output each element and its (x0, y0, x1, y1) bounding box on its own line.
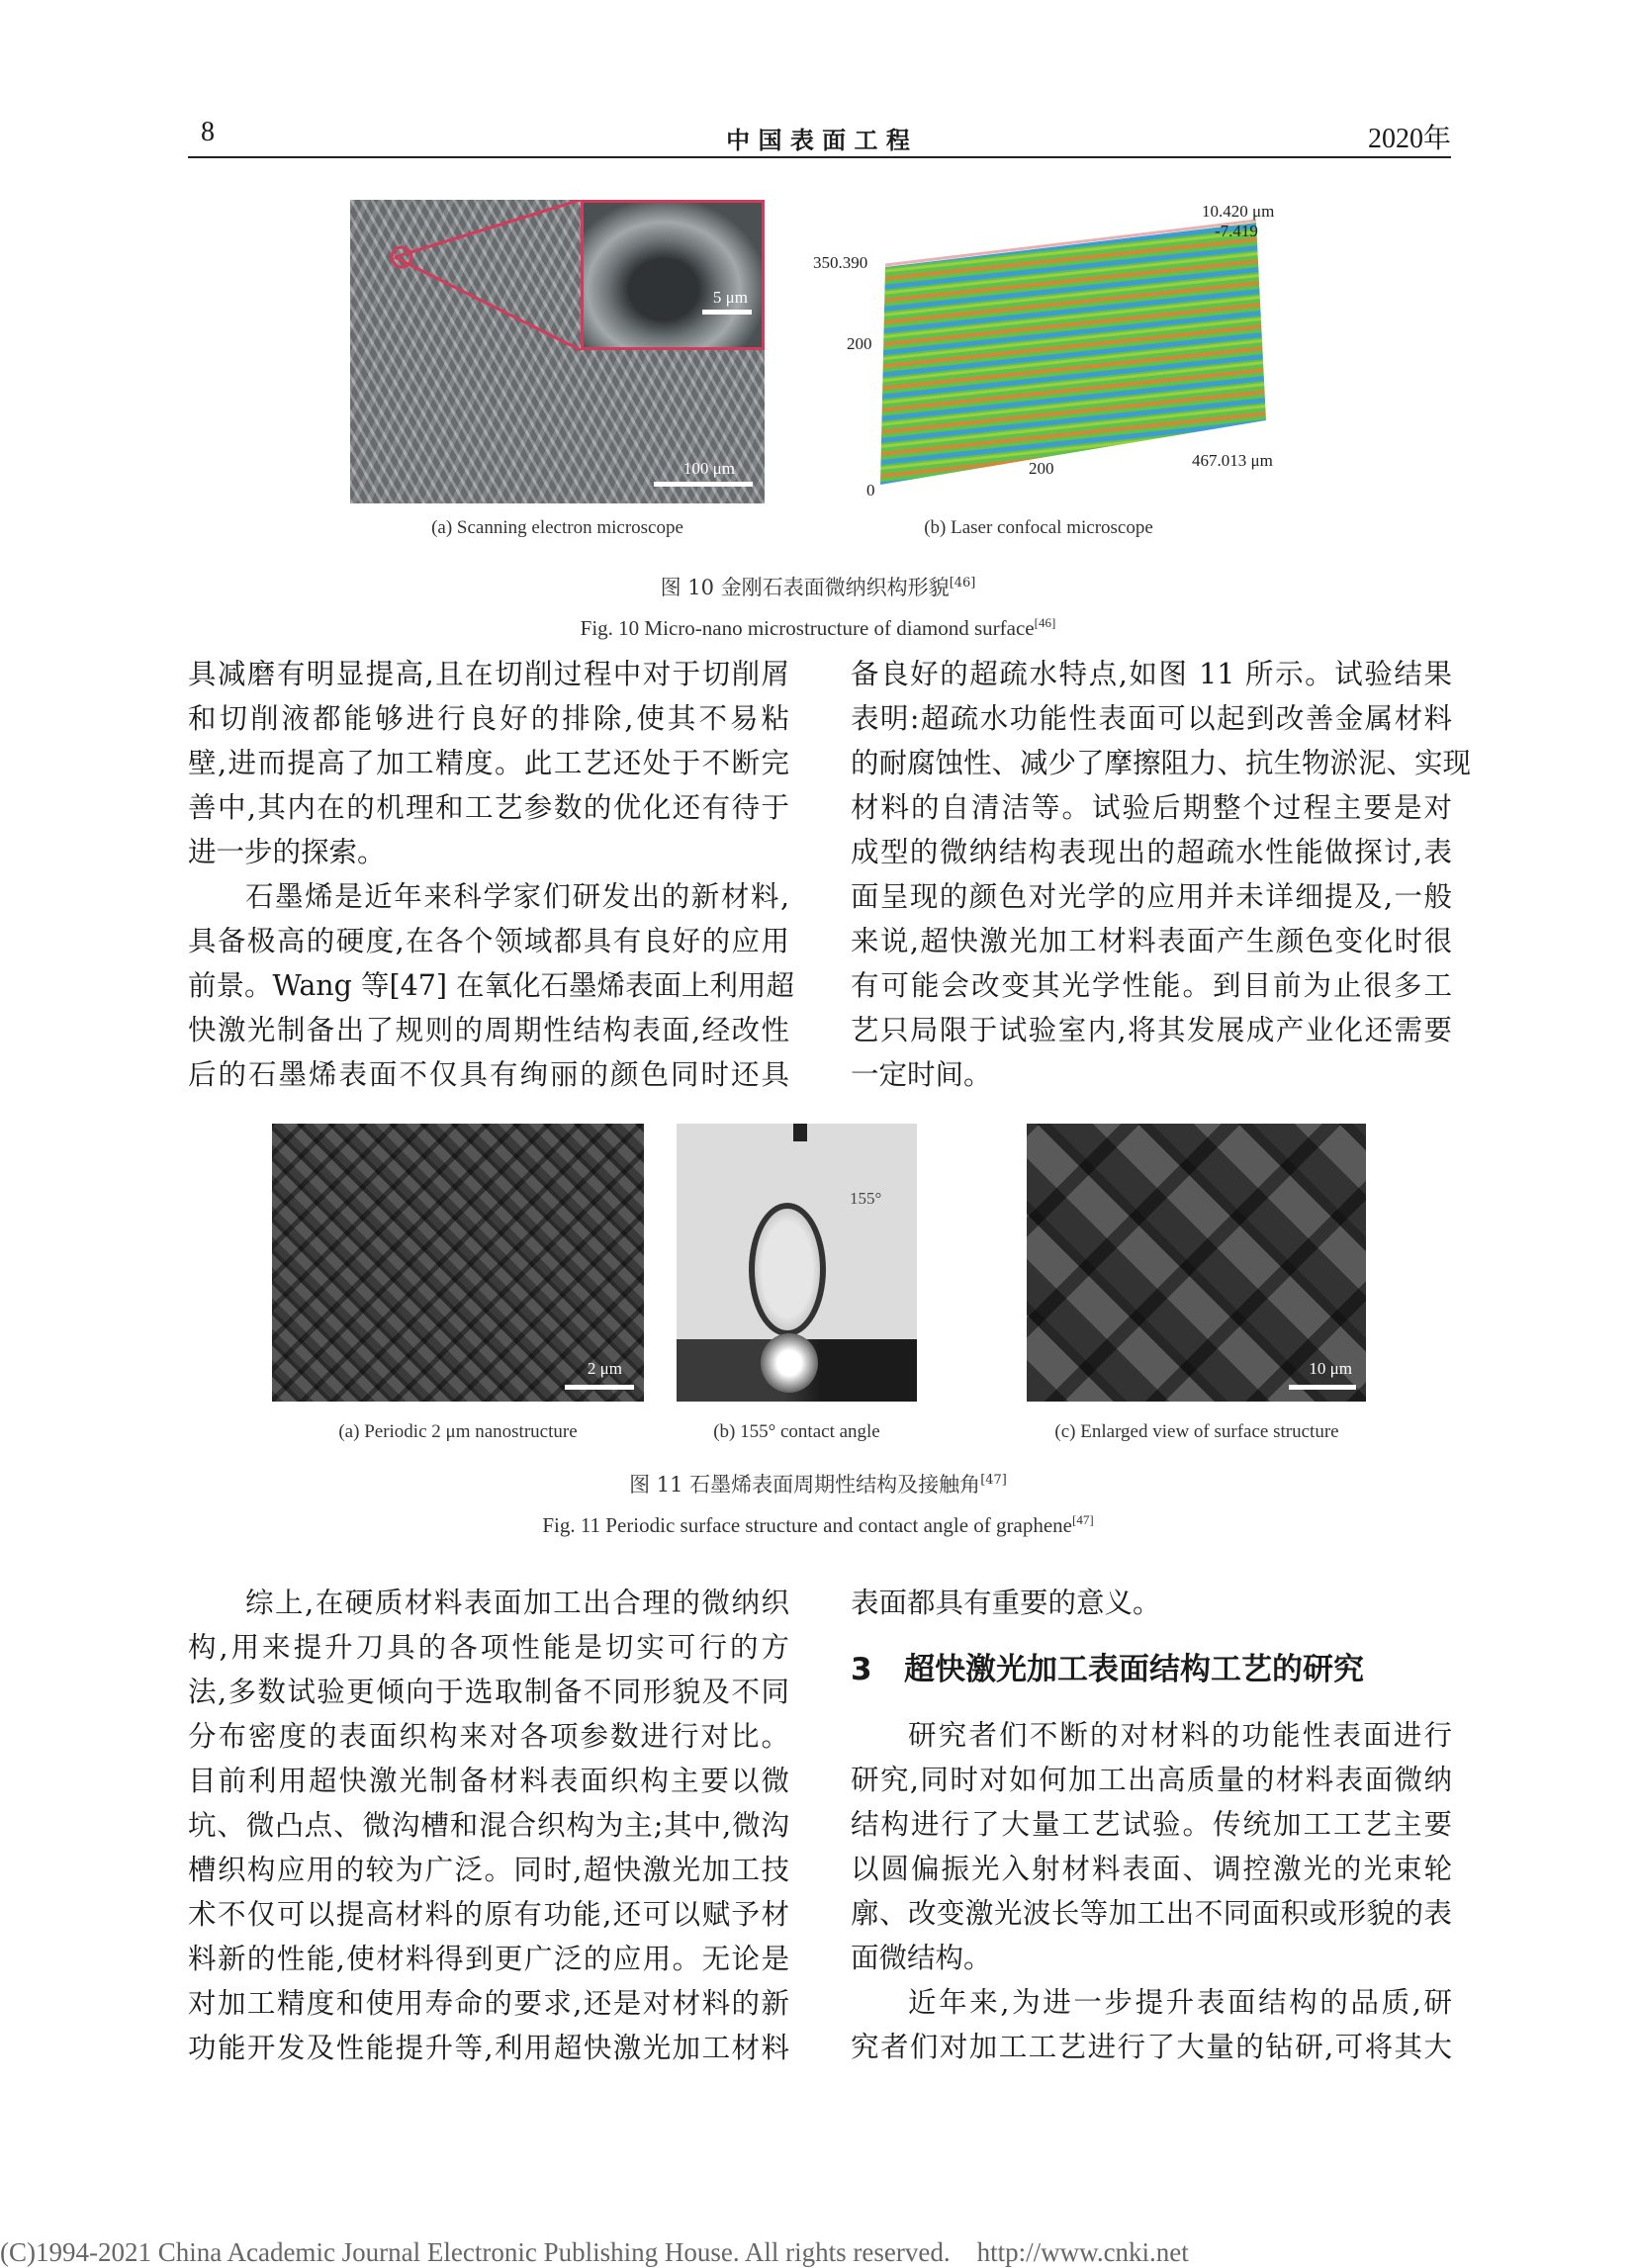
text-line: 的耐腐蚀性、减少了摩擦阻力、抗生物淤泥、实现 (851, 747, 1472, 779)
droplet-reflection (761, 1333, 818, 1393)
reference-mark: [46] (1034, 615, 1056, 630)
text-line: 面呈现的颜色对光学的应用并未详细提及,一般 (851, 880, 1452, 913)
text-line: 法,多数试验更倾向于选取制备不同形貌及不同 (188, 1676, 789, 1708)
reference-mark: [46] (949, 576, 976, 590)
fig10b-caption: (b) Laser confocal microscope (924, 517, 1153, 538)
caption-text: 图 11 石墨烯表面周期性结构及接触角 (629, 1473, 981, 1497)
fig11c-caption: (c) Enlarged view of surface structure (1054, 1421, 1339, 1442)
inset-scale-label: 5 μm (712, 288, 748, 307)
text-line: 构,用来提升刀具的各项性能是切实可行的方 (188, 1631, 789, 1664)
text-line: 备良好的超疏水特点,如图 11 所示。试验结果 (851, 658, 1452, 690)
reference-mark: [47] (980, 1473, 1007, 1488)
needle (793, 1124, 807, 1141)
scale-bar (654, 482, 753, 487)
x-max-label: 467.013 μm (1192, 451, 1273, 470)
text-line: 研究,同时对如何加工出高质量的材料表面微纳 (851, 1764, 1452, 1796)
contact-angle-image (677, 1124, 917, 1402)
journal-title: 中 国 表 面 工 程 (726, 127, 910, 154)
body-left-lower (188, 1581, 789, 2070)
scale-label: 2 μm (587, 1359, 622, 1378)
text-line: 目前利用超快激光制备材料表面织构主要以微 (188, 1765, 789, 1797)
sem-image (350, 200, 765, 503)
text-line: 快激光制备出了规则的周期性结构表面,经改性 (188, 1014, 789, 1046)
y-mid-label: 200 (847, 334, 872, 353)
section-heading: 3 超快激光加工表面结构工艺的研究 (851, 1652, 1364, 1687)
nanostructure-image (272, 1124, 644, 1402)
text-line: 善中,其内在的机理和工艺参数的优化还有待于 (188, 791, 789, 824)
text-line: 术不仅可以提高材料的原有功能,还可以赋予材 (188, 1898, 789, 1931)
header-rule (188, 156, 1451, 158)
text-line: 研究者们不断的对材料的功能性表面进行 (908, 1719, 1452, 1752)
text-line: 近年来,为进一步提升表面结构的品质,研 (908, 1986, 1452, 2019)
angle-label: 155° (850, 1189, 882, 1208)
text-line: 综上,在硬质材料表面加工出合理的微纳织 (245, 1587, 789, 1619)
scale-bar (565, 1385, 634, 1390)
text-line: 材料的自清洁等。试验后期整个过程主要是对 (851, 791, 1452, 824)
body-left-upper (188, 652, 795, 1097)
text-line: 后的石墨烯表面不仅具有绚丽的颜色同时还具 (188, 1058, 789, 1091)
fig10-caption-cn (0, 572, 1636, 601)
scale-label: 10 μm (1309, 1359, 1352, 1378)
text-line: 分布密度的表面织构来对各项参数进行对比。 (188, 1720, 789, 1753)
origin-label: 0 (866, 481, 875, 499)
text-line: 料新的性能,使材料得到更广泛的应用。无论是 (188, 1943, 789, 1975)
text-line: 壁,进而提高了加工精度。此工艺还处于不断完 (188, 747, 789, 779)
text-line: 前景。Wang 等[47] 在氧化石墨烯表面上利用超 (188, 969, 795, 1002)
caption-text: Fig. 10 Micro-nano microstructure of diamond surface (580, 616, 1035, 640)
text-line: 艺只局限于试验室内,将其发展成产业化还需要 (851, 1014, 1452, 1046)
text-line: 结构进行了大量工艺试验。传统加工工艺主要 (851, 1808, 1452, 1841)
page-number: 8 (201, 117, 215, 147)
fig10-caption-en (0, 615, 1636, 641)
sem-inset-image (581, 200, 765, 350)
body-right-lower (851, 1581, 1452, 1625)
enlarged-surface-image (1027, 1124, 1366, 1402)
text-line: 对加工精度和使用寿命的要求,还是对材料的新 (188, 1987, 789, 2020)
text-line: 进一步的探索。 (188, 836, 386, 868)
fig11-caption-cn (0, 1469, 1636, 1498)
fig11-caption-en (0, 1512, 1636, 1538)
fig11a-caption: (a) Periodic 2 μm nanostructure (338, 1421, 578, 1442)
fig11b-caption: (b) 155° contact angle (713, 1421, 880, 1442)
z-min-label: -7.419 (1215, 222, 1258, 240)
fig10a-caption: (a) Scanning electron microscope (431, 517, 683, 538)
caption-text: 图 10 金刚石表面微纳织构形貌 (660, 576, 950, 599)
text-line: 廓、改变激光波长等加工出不同面积或形貌的表 (851, 1897, 1452, 1930)
text-line: 坑、微凸点、微沟槽和混合织构为主;其中,微沟 (188, 1809, 789, 1842)
copyright-footer: (C)1994-2021 China Academic Journal Electronic Publishing House. All rights reserved. http://www.cnki.net (0, 2237, 1189, 2267)
scale-bar (1289, 1385, 1356, 1390)
text-line: 以圆偏振光入射材料表面、调控激光的光束轮 (851, 1853, 1452, 1885)
issue-year: 2020年 (1367, 124, 1451, 154)
text-line: 具备极高的硬度,在各个领域都具有良好的应用 (188, 925, 789, 957)
body-right-lower-section (851, 1713, 1452, 2069)
y-max-label: 350.390 (813, 253, 868, 272)
text-line: 成型的微纳结构表现出的超疏水性能做探讨,表 (851, 836, 1452, 868)
text-line: 和切削液都能够进行良好的排除,使其不易粘 (188, 702, 789, 735)
confocal-image (801, 198, 1296, 514)
text-line: 槽织构应用的较为广泛。同时,超快激光加工技 (188, 1854, 789, 1886)
reference-mark: [47] (1072, 1512, 1094, 1527)
caption-text: Fig. 11 Periodic surface structure and contact angle of graphene (542, 1513, 1072, 1537)
body-right-upper (851, 652, 1472, 1097)
text-line: 面微结构。 (851, 1942, 992, 1974)
water-droplet (749, 1203, 826, 1336)
inset-scale-bar (702, 310, 752, 315)
scale-label: 100 μm (682, 459, 735, 478)
text-line: 有可能会改变其光学性能。到目前为止很多工 (851, 969, 1452, 1002)
text-line: 具减磨有明显提高,且在切削过程中对于切削屑 (188, 658, 789, 690)
text-line: 一定时间。 (851, 1058, 992, 1091)
text-line: 来说,超快激光加工材料表面产生颜色变化时很 (851, 925, 1452, 957)
text-line: 表面都具有重要的意义。 (851, 1587, 1161, 1619)
text-line: 功能开发及性能提升等,利用超快激光加工材料 (188, 2032, 789, 2064)
text-line: 究者们对加工工艺进行了大量的钻研,可将其大 (851, 2031, 1452, 2063)
text-line: 石墨烯是近年来科学家们研发出的新材料, (245, 880, 789, 913)
x-mid-label: 200 (1029, 459, 1054, 478)
text-line: 表明:超疏水功能性表面可以起到改善金属材料 (851, 702, 1452, 735)
z-max-label: 10.420 μm (1202, 202, 1275, 221)
